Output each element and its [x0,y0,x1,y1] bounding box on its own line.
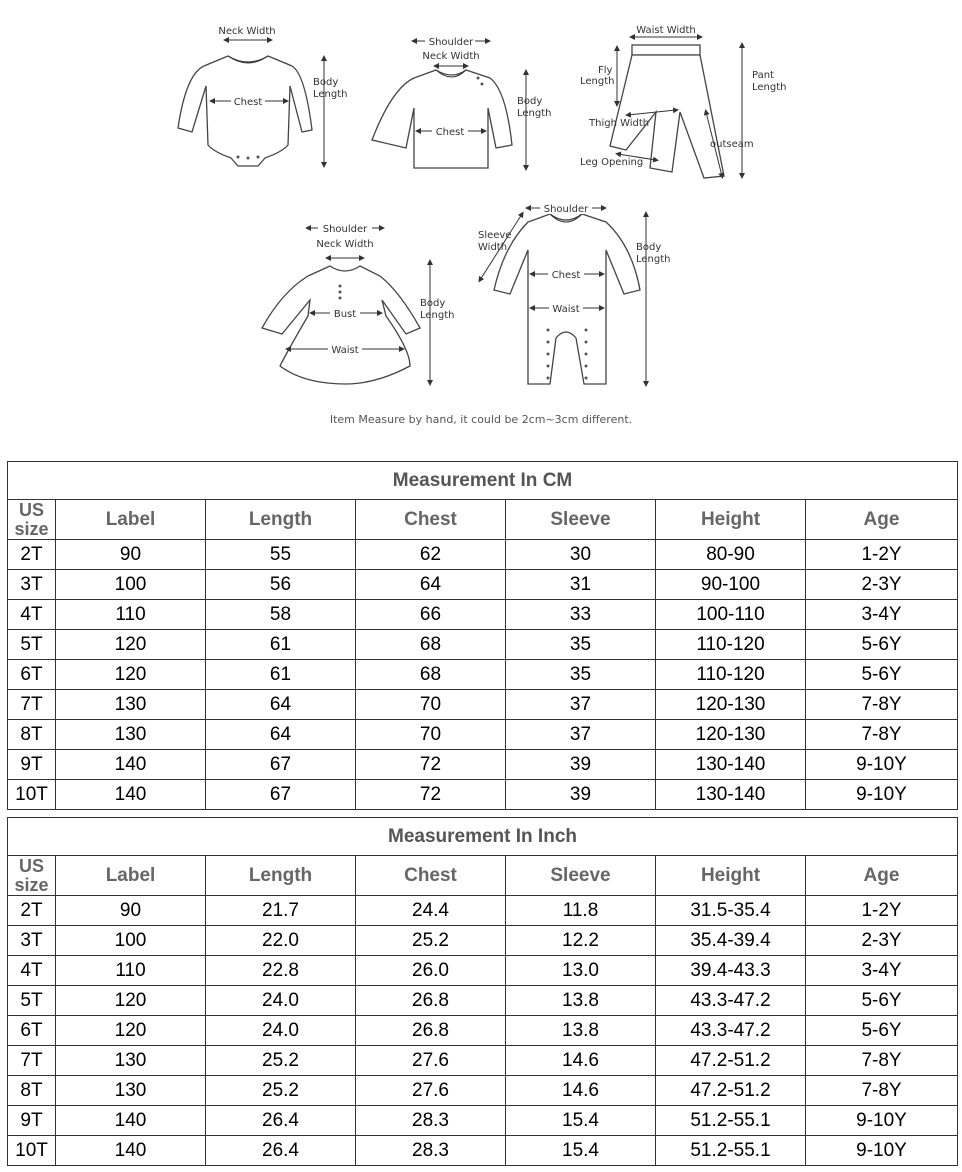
label-cell: 90 [56,540,206,570]
chest-cell: 26.0 [356,956,506,986]
outseam-label: outseam [710,139,754,150]
us-size-cell: 9T [8,1106,56,1136]
pant-length-label-2: Length [752,82,787,93]
length-cell: 26.4 [206,1136,356,1166]
age-cell: 9-10Y [806,750,958,780]
us-size-cell: 3T [8,570,56,600]
length-cell: 58 [206,600,356,630]
age-cell: 7-8Y [806,1076,958,1106]
sleeve-cell: 13.0 [506,956,656,986]
length-cell: 67 [206,750,356,780]
label-cell: 130 [56,1076,206,1106]
height-cell: 47.2-51.2 [656,1076,806,1106]
us-size-cell: 8T [8,1076,56,1106]
table-row [8,570,958,600]
romper-diagram [478,201,671,384]
us-size-cell: 7T [8,1046,56,1076]
label-cell: 130 [56,1046,206,1076]
bodysuit-diagram [178,26,348,166]
age-cell: 2-3Y [806,926,958,956]
chest-label: Chest [233,97,263,108]
chest-cell: 24.4 [356,896,506,926]
label-cell: 100 [56,926,206,956]
sleeve-cell: 30 [506,540,656,570]
label-cell: 120 [56,986,206,1016]
label-cell: 140 [56,750,206,780]
height-cell: 110-120 [656,630,806,660]
height-cell: 51.2-55.1 [656,1136,806,1166]
us-size-header: US size [8,856,56,896]
age-header: Age [806,856,958,896]
chest-cell: 64 [356,570,506,600]
label-cell: 130 [56,690,206,720]
height-cell: 130-140 [656,750,806,780]
age-cell: 1-2Y [806,896,958,926]
pants-diagram [580,25,787,178]
table-row [8,956,958,986]
table-row [8,1136,958,1166]
length-cell: 24.0 [206,986,356,1016]
table-title: Measurement In CM [8,462,958,500]
table-row [8,780,958,810]
body-length-label-2: Length [517,108,552,119]
table-row [8,1076,958,1106]
chest-cell: 70 [356,690,506,720]
length-cell: 26.4 [206,1106,356,1136]
sleeve-cell: 35 [506,660,656,690]
table-row [8,750,958,780]
leg-opening-label: Leg Opening [580,157,644,168]
height-cell: 35.4-39.4 [656,926,806,956]
chest-header: Chest [356,856,506,896]
sleeve-cell: 31 [506,570,656,600]
age-cell: 2-3Y [806,570,958,600]
height-cell: 100-110 [656,600,806,630]
chest-cell: 27.6 [356,1046,506,1076]
table-title: Measurement In Inch [8,818,958,856]
length-cell: 21.7 [206,896,356,926]
height-cell: 43.3-47.2 [656,986,806,1016]
body-length-label-2: Length [420,310,455,321]
height-header: Height [656,856,806,896]
length-cell: 64 [206,690,356,720]
header-row [8,500,958,540]
waist-label: Waist [552,304,580,315]
table-row [8,690,958,720]
chest-cell: 25.2 [356,926,506,956]
chest-cell: 66 [356,600,506,630]
us-size-header: US size [8,500,56,540]
age-cell: 5-6Y [806,1016,958,1046]
length-cell: 61 [206,660,356,690]
age-cell: 5-6Y [806,660,958,690]
us-size-cell: 4T [8,600,56,630]
age-cell: 3-4Y [806,956,958,986]
table-row [8,630,958,660]
age-cell: 5-6Y [806,986,958,1016]
sleeve-cell: 37 [506,720,656,750]
sleeve-cell: 37 [506,690,656,720]
chest-cell: 28.3 [356,1106,506,1136]
label-cell: 120 [56,1016,206,1046]
measurement-note: Item Measure by hand, it could be 2cm~3cm different. [329,413,633,426]
length-cell: 25.2 [206,1076,356,1106]
chest-header: Chest [356,500,506,540]
sleeve-width-label-1: Sleeve [478,230,512,241]
us-size-cell: 6T [8,660,56,690]
waist-width-label: Waist Width [636,25,696,36]
chest-cell: 72 [356,780,506,810]
height-cell: 110-120 [656,660,806,690]
age-cell: 5-6Y [806,630,958,660]
sleeve-cell: 13.8 [506,986,656,1016]
chest-cell: 62 [356,540,506,570]
sleeve-header: Sleeve [506,500,656,540]
sleeve-cell: 15.4 [506,1136,656,1166]
chest-cell: 72 [356,750,506,780]
sleeve-cell: 15.4 [506,1106,656,1136]
label-cell: 140 [56,1136,206,1166]
us-size-cell: 2T [8,540,56,570]
sleeve-cell: 39 [506,750,656,780]
us-size-cell: 6T [8,1016,56,1046]
length-cell: 24.0 [206,1016,356,1046]
height-cell: 51.2-55.1 [656,1106,806,1136]
chest-cell: 26.8 [356,986,506,1016]
label-cell: 110 [56,956,206,986]
header-row [8,856,958,896]
label-cell: 120 [56,660,206,690]
table-row [8,1016,958,1046]
label-cell: 140 [56,780,206,810]
chest-cell: 27.6 [356,1076,506,1106]
height-cell: 120-130 [656,690,806,720]
shoulder-label: Shoulder [322,224,368,235]
chest-cell: 70 [356,720,506,750]
sleeve-cell: 39 [506,780,656,810]
chest-cell: 26.8 [356,1016,506,1046]
sleeve-width-label-2: Width [478,242,508,253]
label-cell: 130 [56,720,206,750]
age-cell: 1-2Y [806,540,958,570]
size-table-cm [7,461,958,810]
length-header: Length [206,856,356,896]
height-cell: 31.5-35.4 [656,896,806,926]
pant-length-label-1: Pant [752,70,774,81]
body-length-label-1: Body [420,298,446,309]
sleeve-cell: 13.8 [506,1016,656,1046]
body-length-label-1: Body [636,242,662,253]
waist-label: Waist [331,345,359,356]
us-size-cell: 2T [8,896,56,926]
age-cell: 9-10Y [806,780,958,810]
neck-width-label: Neck Width [422,51,480,62]
label-cell: 100 [56,570,206,600]
length-cell: 22.8 [206,956,356,986]
measurement-diagrams [0,0,962,440]
sleeve-cell: 14.6 [506,1046,656,1076]
height-cell: 120-130 [656,720,806,750]
height-cell: 130-140 [656,780,806,810]
thigh-width-label: Thigh Width [589,118,650,129]
size-table-inch [7,817,958,1166]
age-cell: 7-8Y [806,1046,958,1076]
label-header: Label [56,500,206,540]
us-size-cell: 9T [8,750,56,780]
height-cell: 80-90 [656,540,806,570]
shoulder-label: Shoulder [543,204,589,215]
table-row [8,926,958,956]
bust-label: Bust [333,309,357,320]
table-row [8,660,958,690]
sleeve-cell: 33 [506,600,656,630]
sleeve-cell: 35 [506,630,656,660]
chest-label: Chest [435,127,465,138]
sleeve-header: Sleeve [506,856,656,896]
label-cell: 90 [56,896,206,926]
chest-cell: 68 [356,630,506,660]
length-cell: 22.0 [206,926,356,956]
table-row [8,540,958,570]
body-length-label-2: Length [313,89,348,100]
label-cell: 110 [56,600,206,630]
height-header: Height [656,500,806,540]
age-cell: 7-8Y [806,690,958,720]
neck-width-label: Neck Width [316,239,374,250]
label-cell: 120 [56,630,206,660]
age-cell: 9-10Y [806,1136,958,1166]
table-row [8,986,958,1016]
table-row [8,600,958,630]
us-size-cell: 8T [8,720,56,750]
label-cell: 140 [56,1106,206,1136]
length-cell: 67 [206,780,356,810]
body-length-label-2: Length [636,254,671,265]
height-cell: 39.4-43.3 [656,956,806,986]
us-size-cell: 4T [8,956,56,986]
neck-width-label: Neck Width [218,26,276,37]
label-header: Label [56,856,206,896]
chest-label: Chest [551,270,581,281]
length-cell: 55 [206,540,356,570]
length-header: Length [206,500,356,540]
dress-diagram [262,221,455,384]
body-length-label-1: Body [313,77,339,88]
us-size-cell: 7T [8,690,56,720]
length-cell: 64 [206,720,356,750]
age-cell: 7-8Y [806,720,958,750]
table-row [8,720,958,750]
garment-diagrams-svg [0,0,962,440]
us-size-cell: 10T [8,1136,56,1166]
height-cell: 90-100 [656,570,806,600]
table-row [8,896,958,926]
us-size-cell: 5T [8,986,56,1016]
length-cell: 25.2 [206,1046,356,1076]
us-size-cell: 3T [8,926,56,956]
sleeve-cell: 14.6 [506,1076,656,1106]
table-row [8,1106,958,1136]
length-cell: 56 [206,570,356,600]
chest-cell: 28.3 [356,1136,506,1166]
chest-cell: 68 [356,660,506,690]
us-size-cell: 5T [8,630,56,660]
fly-length-label-1: Fly [598,65,613,76]
table-row [8,1046,958,1076]
height-cell: 43.3-47.2 [656,1016,806,1046]
sleeve-cell: 11.8 [506,896,656,926]
body-length-label-1: Body [517,96,543,107]
age-header: Age [806,500,958,540]
length-cell: 61 [206,630,356,660]
shirt-diagram [372,34,552,168]
sleeve-cell: 12.2 [506,926,656,956]
age-cell: 3-4Y [806,600,958,630]
height-cell: 47.2-51.2 [656,1046,806,1076]
us-size-cell: 10T [8,780,56,810]
age-cell: 9-10Y [806,1106,958,1136]
fly-length-label-2: Length [580,76,615,87]
shoulder-label: Shoulder [428,37,474,48]
